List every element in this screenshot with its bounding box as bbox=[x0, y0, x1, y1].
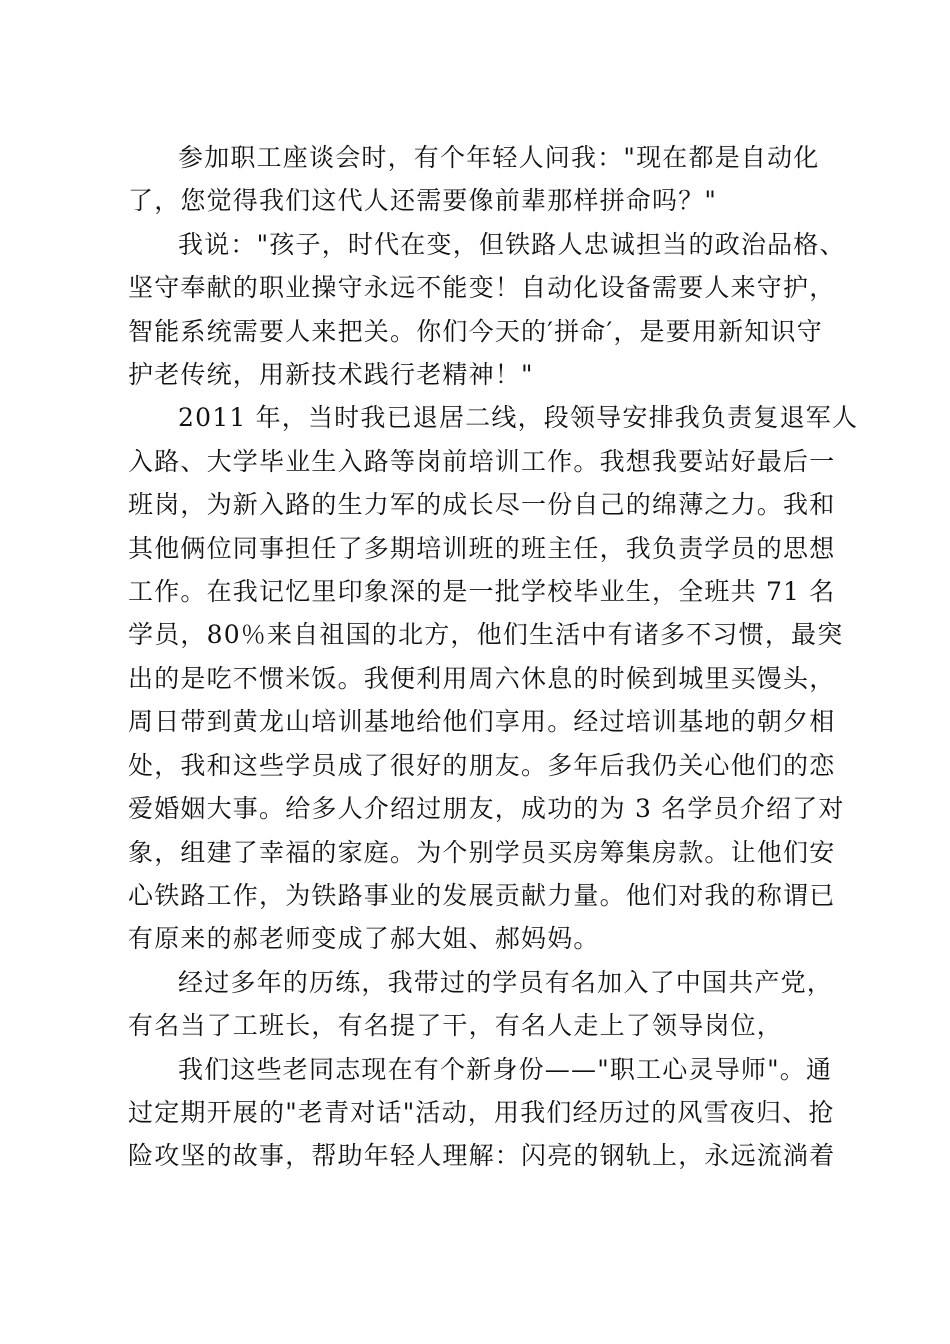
text-line: 班岗，为新入路的生力军的成长尽一份自己的绵薄之力。我和 bbox=[128, 490, 836, 520]
document-body bbox=[128, 136, 859, 1178]
paragraph-4 bbox=[128, 961, 834, 1048]
text-line: 坚守奉献的职业操守永远不能变！自动化设备需要人来守护， bbox=[128, 273, 836, 303]
text-line: 了，您觉得我们这代人还需要像前辈那样拼命吗？" bbox=[128, 186, 718, 216]
paragraph-5 bbox=[128, 1048, 836, 1178]
text-line: 有原来的郝老师变成了郝大姐、郝妈妈。 bbox=[128, 924, 600, 954]
text-line: 我们这些老同志现在有个新身份——"职工心灵导师"。通 bbox=[178, 1054, 833, 1084]
paragraph-3 bbox=[128, 396, 859, 960]
text-line: 工作。在我记忆里印象深的是一批学校毕业生，全班共 71 名 bbox=[128, 577, 836, 607]
text-line: 有名当了工班长，有名提了干，有名人走上了领导岗位， bbox=[128, 1011, 784, 1041]
text-line: 周日带到黄龙山培训基地给他们享用。经过培训基地的朝夕相 bbox=[128, 707, 836, 737]
text-line: 我说："孩子，时代在变，但铁路人忠诚担当的政治品格、 bbox=[178, 229, 846, 259]
text-line: 过定期开展的"老青对话"活动，用我们经历过的风雪夜归、抢 bbox=[128, 1097, 835, 1127]
text-line: 2011 年，当时我已退居二线，段领导安排我负责复退军人 bbox=[178, 403, 859, 433]
text-line: 其他俩位同事担任了多期培训班的班主任，我负责学员的思想 bbox=[128, 533, 836, 563]
paragraph-1 bbox=[128, 136, 828, 223]
text-line: 出的是吃不惯米饭。我便利用周六休息的时候到城里买馒头， bbox=[128, 663, 836, 693]
text-line: 智能系统需要人来把关。你们今天的′拼命′，是要用新知识守 bbox=[128, 316, 823, 346]
text-line: 学员，80％来自祖国的北方，他们生活中有诸多不习惯，最突 bbox=[128, 620, 844, 650]
text-line: 经过多年的历练，我带过的学员有名加入了中国共产党， bbox=[178, 967, 834, 997]
paragraph-2 bbox=[128, 223, 846, 397]
text-line: 爱婚姻大事。给多人介绍过朋友，成功的为 3 名学员介绍了对 bbox=[128, 794, 845, 824]
text-line: 入路、大学毕业生入路等岗前培训工作。我想我要站好最后一 bbox=[128, 446, 836, 476]
text-line: 参加职工座谈会时，有个年轻人问我："现在都是自动化 bbox=[178, 143, 820, 172]
text-line: 象，组建了幸福的家庭。为个别学员买房筹集房款。让他们安 bbox=[128, 837, 836, 867]
text-line: 心铁路工作，为铁路事业的发展贡献力量。他们对我的称谓已 bbox=[128, 880, 836, 910]
text-line: 险攻坚的故事，帮助年轻人理解：闪亮的钢轨上，永远流淌着 bbox=[128, 1141, 836, 1171]
text-line: 处，我和这些学员成了很好的朋友。多年后我仍关心他们的恋 bbox=[128, 750, 836, 780]
text-line: 护老传统，用新技术践行老精神！" bbox=[128, 360, 534, 390]
